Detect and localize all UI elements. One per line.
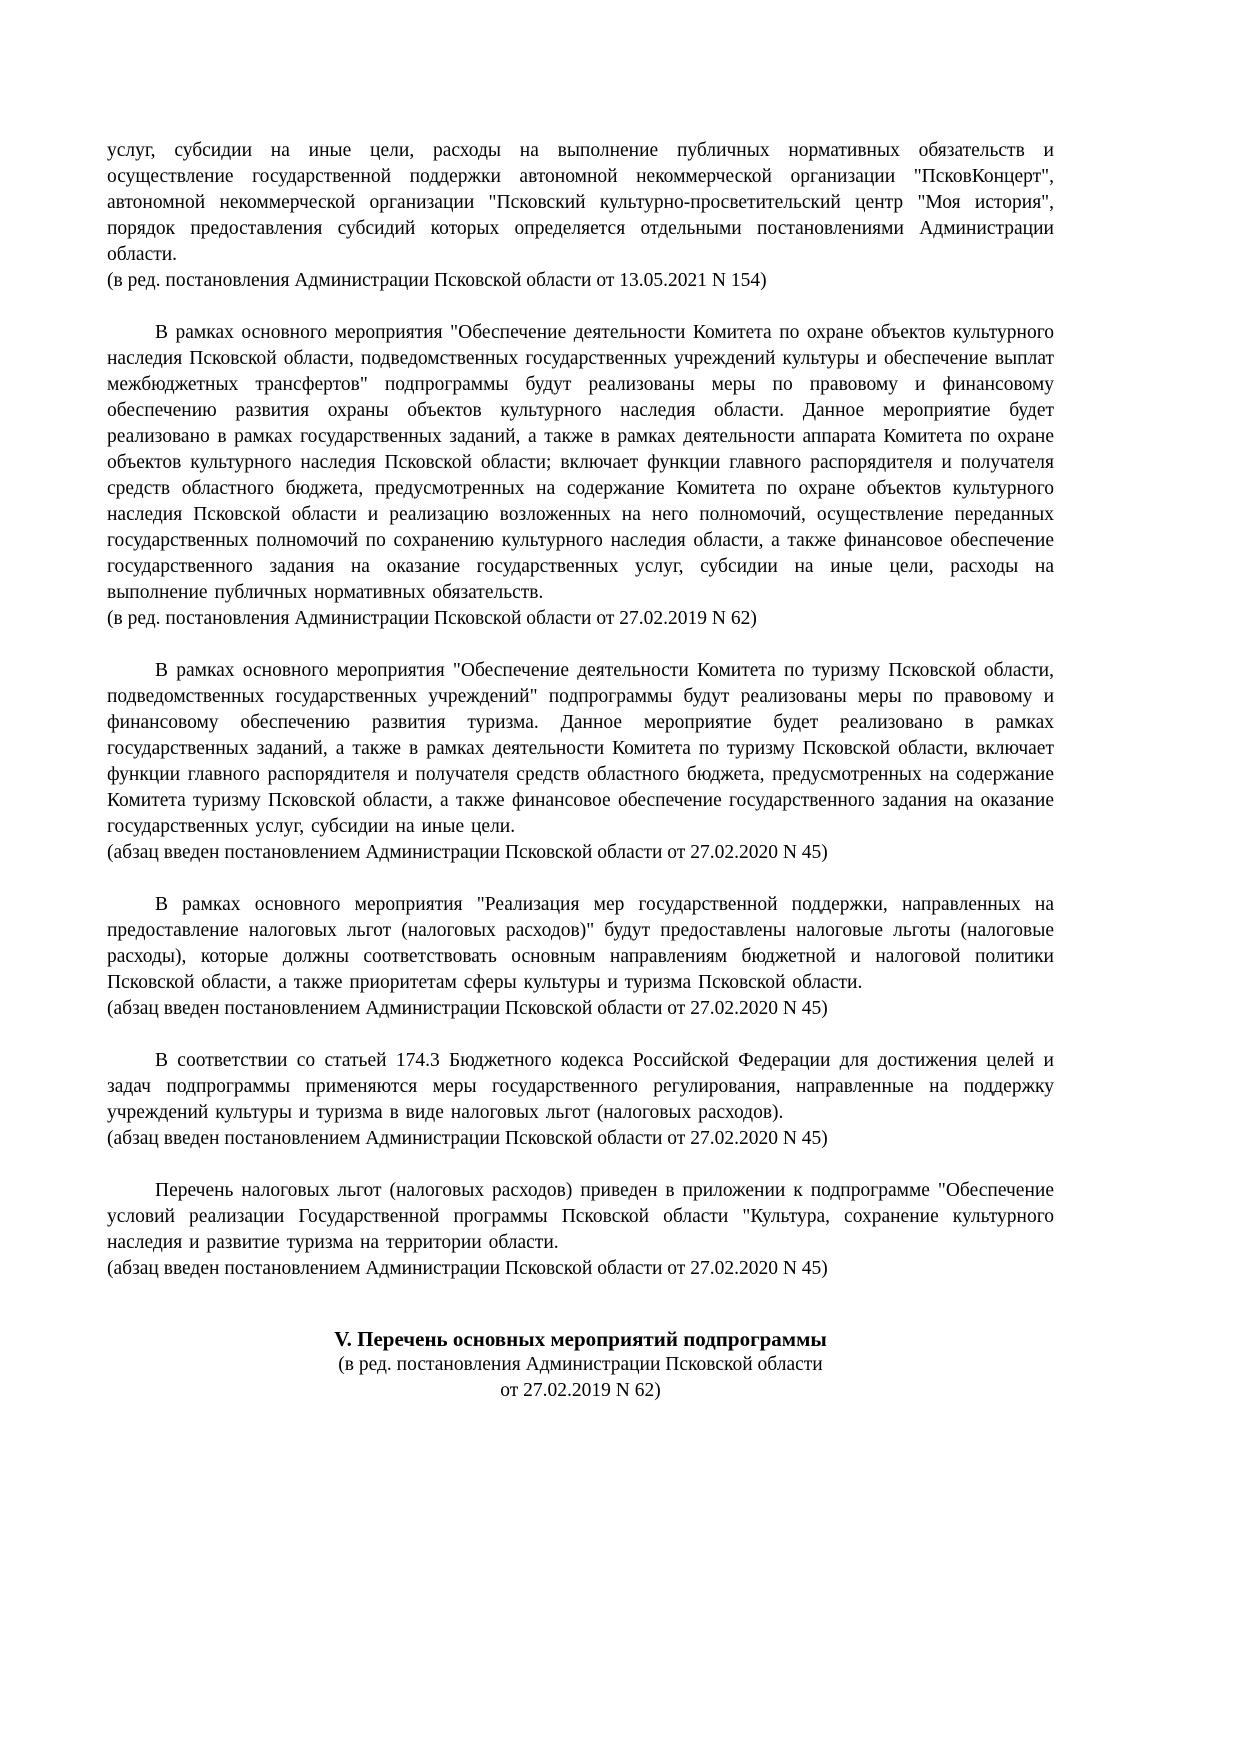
paragraph: Перечень налоговых льгот (налоговых расходов) приведен в приложении к подпрограмме "Обеспечение условий реализации Государственной программы Псковской области "Культура, сохранение культурного наследия и развитие туризма на территории области.: [107, 1180, 1054, 1253]
section-heading-block: [107, 1326, 1054, 1404]
paragraph: услуг, субсидии на иные цели, расходы на выполнение публичных нормативных обязательств и осуществление государственной поддержки автономной некоммерческой организации "ПсковКонцерт", автономной некоммерческой организации "Псковский культурно-просветительский центр "Моя история", порядок предоставления субсидий которых определяется отдельными постановлениями Администрации области.: [107, 140, 1054, 265]
amendment-note: (абзац введен постановлением Администрации Псковской области от 27.02.2020 N 45): [107, 1258, 828, 1279]
paragraph: В рамках основного мероприятия "Обеспечение деятельности Комитета по туризму Псковской области, подведомственных государственных учреждений" подпрограммы будут реализованы меры по правовому и финансовому обеспечению развития туризма. Данное мероприятие будет реализовано в рамках государственных заданий, а также в рамках деятельности Комитета по туризму Псковской области, включает функции главного распорядителя и получателя средств областного бюджета, предусмотренных на содержание Комитета туризму Псковской области, а также финансовое обеспечение государственного задания на оказание государственных услуг, субсидии на иные цели.: [107, 660, 1054, 837]
amendment-note: (абзац введен постановлением Администрации Псковской области от 27.02.2020 N 45): [107, 842, 828, 863]
section-heading: V. Перечень основных мероприятий подпрограммы: [334, 1327, 827, 1351]
amendment-note: (абзац введен постановлением Администрации Псковской области от 27.02.2020 N 45): [107, 1128, 828, 1149]
paragraph: В рамках основного мероприятия "Реализация мер государственной поддержки, направленных на предоставление налоговых льгот (налоговых расходов)" будут предоставлены налоговые льготы (налоговые расходы), которые должны соответствовать основным направлениям бюджетной и налоговой политики Псковской области, а также приоритетам сферы культуры и туризма Псковской области.: [107, 894, 1054, 993]
amendment-note: (абзац введен постановлением Администрации Псковской области от 27.02.2020 N 45): [107, 998, 828, 1019]
amendment-note: (в ред. постановления Администрации Псковской области от 27.02.2019 N 62): [107, 608, 757, 629]
amendment-note: (в ред. постановления Администрации Псковской области от 13.05.2021 N 154): [107, 270, 767, 291]
heading-revision-note-line1: (в ред. постановления Администрации Псковской области: [338, 1354, 823, 1375]
heading-revision-note-line2: от 27.02.2019 N 62): [500, 1380, 661, 1401]
paragraph: В рамках основного мероприятия "Обеспечение деятельности Комитета по охране объектов культурного наследия Псковской области, подведомственных государственных учреждений культуры и обеспечение выплат межбюджетных трансфертов" подпрограммы будут реализованы меры по правовому и финансовому обеспечению развития охраны объектов культурного наследия области. Данное мероприятие будет реализовано в рамках государственных заданий, а также в рамках деятельности аппарата Комитета по охране объектов культурного наследия Псковской области; включает функции главного распорядителя и получателя средств областного бюджета, предусмотренных на содержание Комитета по охране объектов культурного наследия Псковской области и реализацию возложенных на него полномочий, осуществление переданных государственных полномочий по сохранению культурного наследия области, а также финансовое обеспечение государственного задания на оказание государственных услуг, субсидии на иные цели, расходы на выполнение публичных нормативных обязательств.: [107, 322, 1054, 603]
paragraph: В соответствии со статьей 174.3 Бюджетного кодекса Российской Федерации для достижения целей и задач подпрограммы применяются меры государственного регулирования, направленные на поддержку учреждений культуры и туризма в виде налоговых льгот (налоговых расходов).: [107, 1050, 1054, 1123]
